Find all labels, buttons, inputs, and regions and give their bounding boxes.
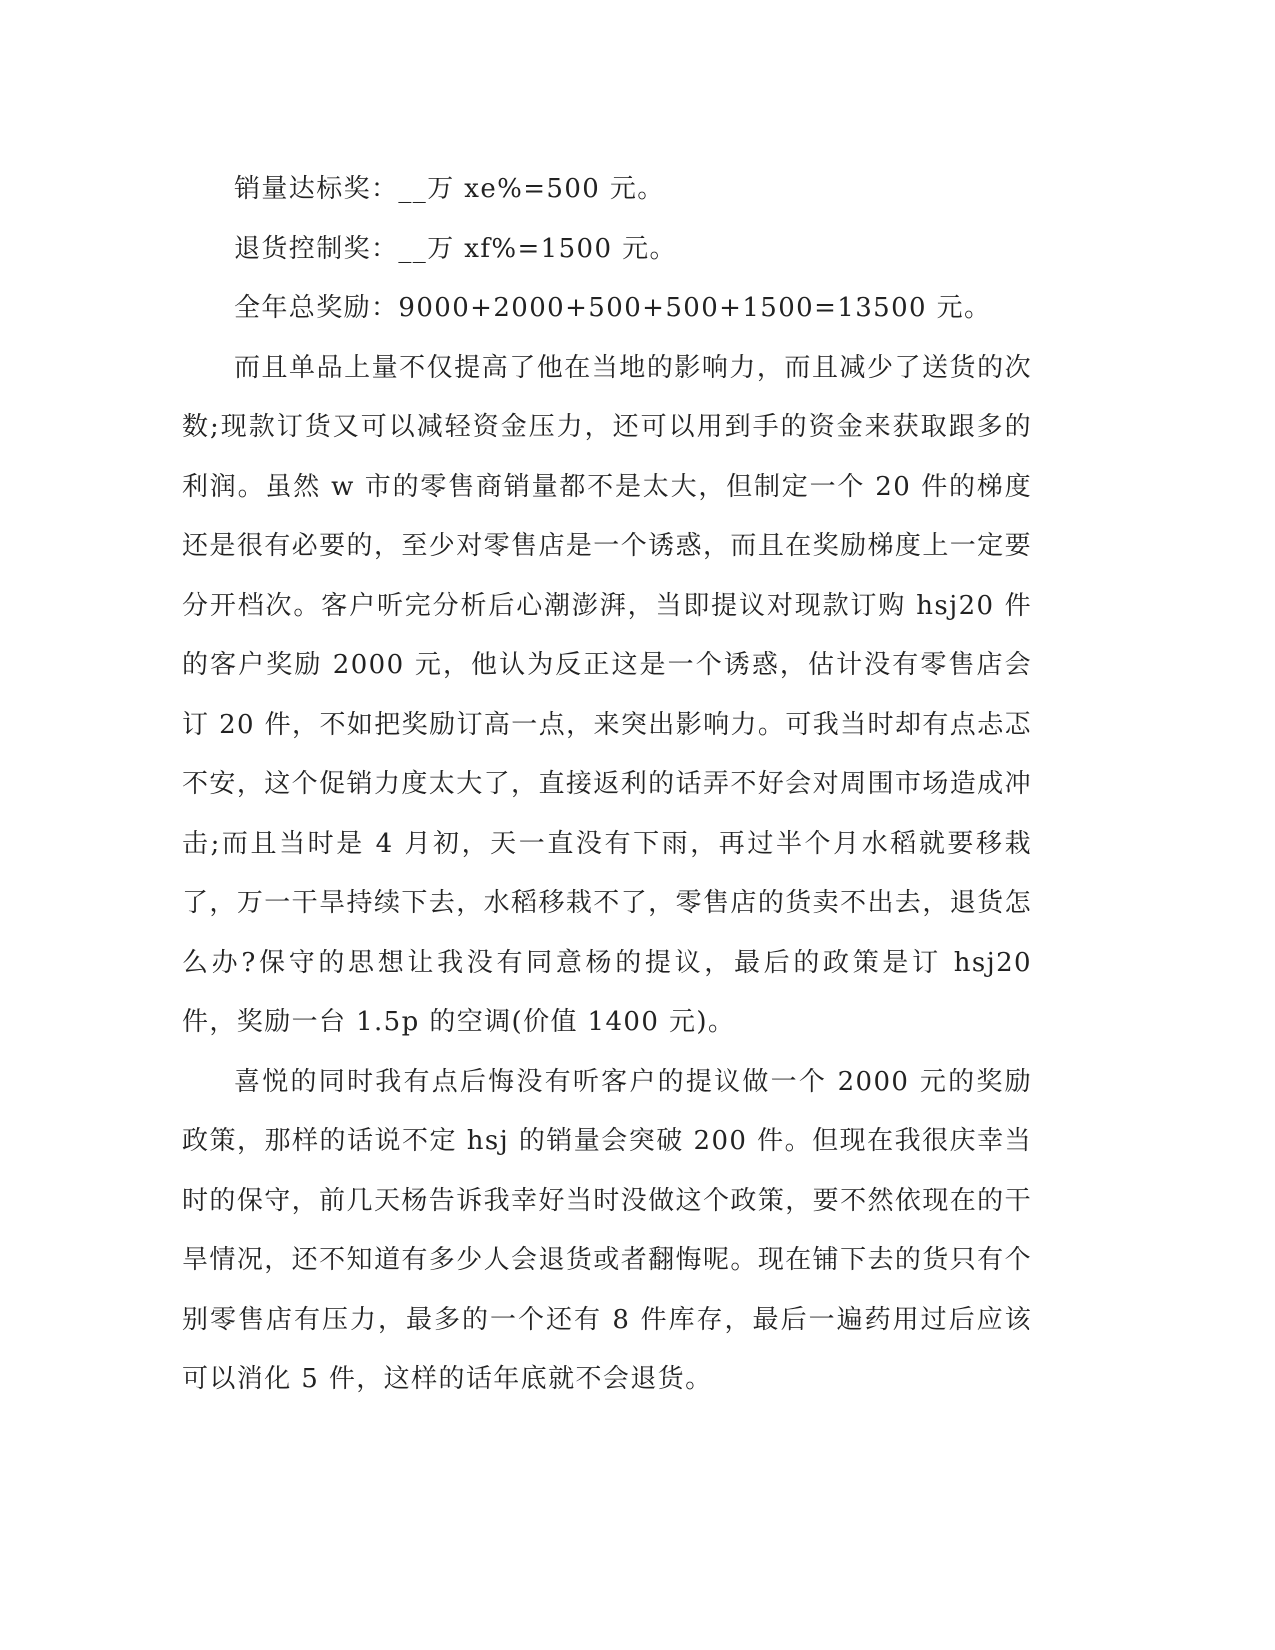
reflection-paragraph: 喜悦的同时我有点后悔没有听客户的提议做一个 2000 元的奖励政策，那样的话说不定 hsj 的销量会突破 200 件。但现在我很庆幸当时的保守，前几天杨告诉我幸好当时没做这个政策，要不然依现在的干旱情况，还不知道有多少人会退货或者翻悔呢。现在铺下去的货只有个别零售店有压力，最多的一个还有 8 件库存，最后一遍药用过后应该可以消化 5 件，这样的话年底就不会退货。 bbox=[182, 1066, 1032, 1394]
sales-target-bonus-line: 销量达标奖：__万 xe%=500 元。 bbox=[234, 174, 665, 204]
annual-total-bonus-line: 全年总奖励：9000+2000+500+500+1500=13500 元。 bbox=[234, 293, 992, 323]
analysis-paragraph: 而且单品上量不仅提高了他在当地的影响力，而且减少了送货的次数;现款订货又可以减轻资金压力，还可以用到手的资金来获取跟多的利润。虽然 w 市的零售商销量都不是太大，但制定一个 20 件的梯度还是很有必要的，至少对零售店是一个诱惑，而且在奖励梯度上一定要分开档次。客户听完分析后心潮澎湃，当即提议对现款订购 hsj20 件的客户奖励 2000 元，他认为反正这是一个诱惑，估计没有零售店会订 20 件，不如把奖励订高一点，来突出影响力。可我当时却有点忐忑不安，这个促销力度太大了，直接返利的话弄不好会对周围市场造成冲击;而且当时是 4 月初，天一直没有下雨，再过半个月水稻就要移栽了，万一干旱持续下去，水稻移栽不了，零售店的货卖不出去，退货怎么办?保守的思想让我没有同意杨的提议，最后的政策是订 hsj20 件，奖励一台 1.5p 的空调(价值 1400 元)。 bbox=[182, 352, 1032, 1037]
return-control-bonus-line: 退货控制奖：__万 xf%=1500 元。 bbox=[234, 233, 677, 264]
document-body bbox=[182, 160, 1032, 1410]
